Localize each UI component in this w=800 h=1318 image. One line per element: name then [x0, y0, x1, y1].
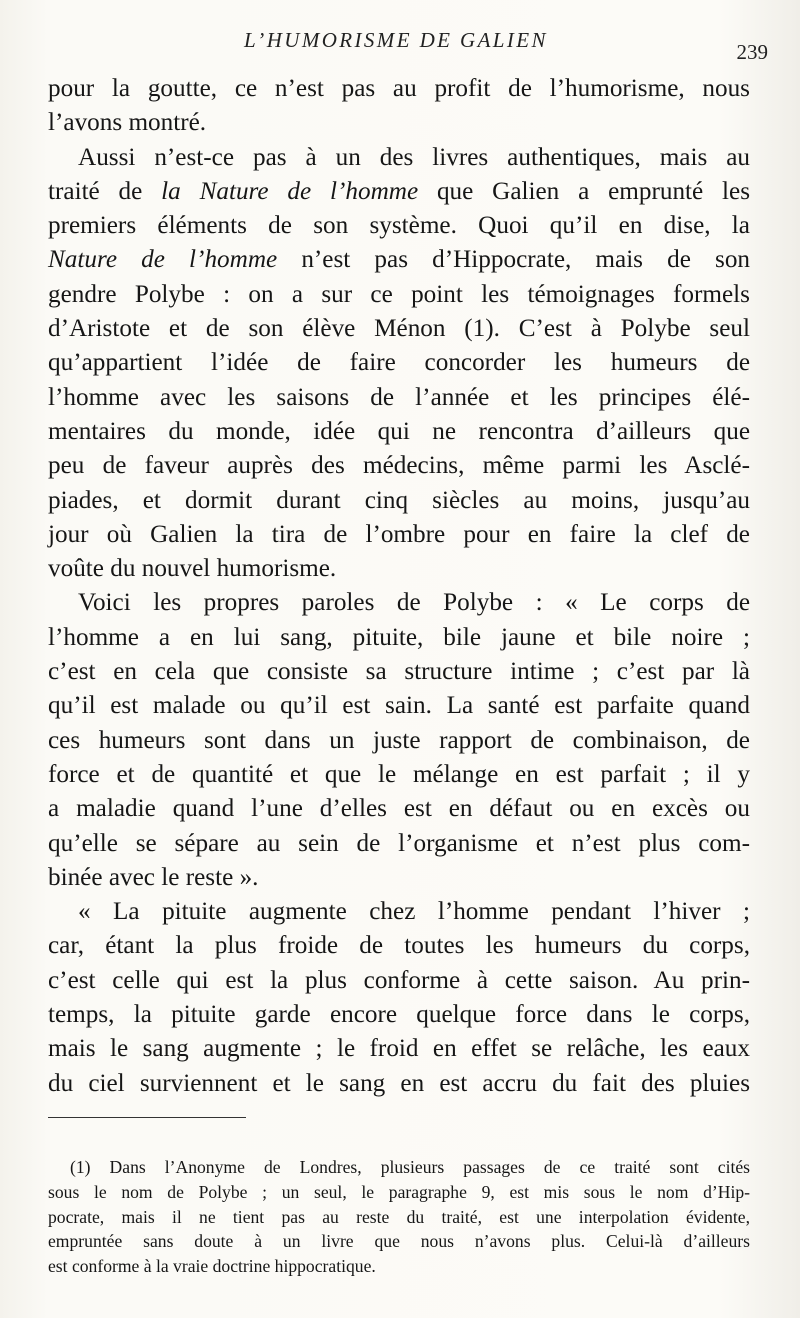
text-line: d’Aristote et de son élève Ménon (1). C’est à Polybe seul: [48, 315, 750, 343]
footnote: [48, 1155, 750, 1279]
text-line: [48, 175, 750, 209]
text-line: c’est en cela que consiste sa structure intime ; c’est par là: [48, 658, 750, 686]
footnote-line: empruntée sans doute à un livre que nous n’avons plus. Celui-là d’ailleurs: [48, 1231, 750, 1252]
text-line: gendre Polybe : on a sur ce point les témoignages formels: [48, 280, 750, 308]
text-line: force et de quantité et que le mélange en est parfait ; il y: [48, 760, 750, 788]
text-line: qu’elle se sépare au sein de l’organisme et n’est plus com-: [48, 829, 750, 857]
book-title-italic: Nature de l’homme: [48, 246, 278, 274]
footnote-separator: [48, 1117, 246, 1118]
text-line: peu de faveur auprès des médecins, même parmi les Asclé-: [48, 452, 750, 480]
text-line: mentaires du monde, idée qui ne rencontra d’ailleurs que: [48, 417, 750, 445]
running-title: L’HUMORISME DE GALIEN: [244, 28, 548, 52]
text-line: du ciel surviennent et le sang en est accru du fait des pluies: [48, 1069, 750, 1097]
text-span: traité de: [48, 177, 162, 205]
book-title-italic: la Nature de l’homme: [161, 177, 419, 205]
text-line: piades, et dormit durant cinq siècles au moins, jusqu’au: [48, 486, 750, 514]
text-span: n’est pas d’Hippocrate, mais de son: [277, 246, 751, 274]
text-line: qu’il est malade ou qu’il est sain. La santé est parfaite quand: [48, 692, 750, 720]
page-number: 239: [736, 40, 768, 64]
text-line: l’homme a en lui sang, pituite, bile jaune et bile noire ;: [48, 623, 750, 651]
text-line: voûte du nouvel humorisme.: [48, 555, 337, 583]
footnote-line: (1) Dans l’Anonyme de Londres, plusieurs passages de ce traité sont cités: [70, 1157, 750, 1177]
text-line: a maladie quand l’une d’elles est en défaut ou en excès ou: [48, 795, 750, 823]
text-span: que Galien a emprunté les: [418, 177, 751, 205]
text-line: car, étant la plus froide de toutes les humeurs du corps,: [48, 932, 750, 960]
text-line: qu’appartient l’idée de faire concorder les humeurs de: [48, 349, 750, 377]
footnote-line: pocrate, mais il ne tient pas au reste du traité, est une interpolation évidente,: [48, 1206, 750, 1227]
text-line: premiers éléments de son système. Quoi qu’il en dise, la: [48, 212, 750, 240]
text-line: mais le sang augmente ; le froid en effet se relâche, les eaux: [48, 1035, 750, 1063]
main-text: [48, 72, 750, 1101]
text-line: binée avec le reste ».: [48, 863, 259, 891]
text-line: temps, la pituite garde encore quelque force dans le corps,: [48, 1001, 750, 1029]
text-line: l’homme avec les saisons de l’année et les principes élé-: [48, 383, 750, 411]
footnote-line: est conforme à la vraie doctrine hippocratique.: [48, 1256, 376, 1277]
footnote-line: sous le nom de Polybe ; un seul, le paragraphe 9, est mis sous le nom d’Hip-: [48, 1181, 750, 1202]
page-header: [0, 28, 800, 62]
text-line: [48, 243, 750, 277]
text-line: pour la goutte, ce n’est pas au profit de l’humorisme, nous: [48, 75, 750, 102]
text-line: jour où Galien la tira de l’ombre pour en faire la clef de: [48, 520, 750, 548]
text-line: « La pituite augmente chez l’homme pendant l’hiver ;: [78, 898, 750, 926]
text-line: Aussi n’est-ce pas à un des livres authentiques, mais au: [78, 143, 750, 171]
text-line: Voici les propres paroles de Polybe : « Le corps de: [78, 589, 750, 617]
text-line: ces humeurs sont dans un juste rapport de combinaison, de: [48, 726, 750, 754]
text-line: c’est celle qui est la plus conforme à cette saison. Au prin-: [48, 966, 750, 994]
text-line: l’avons montré.: [48, 109, 207, 137]
